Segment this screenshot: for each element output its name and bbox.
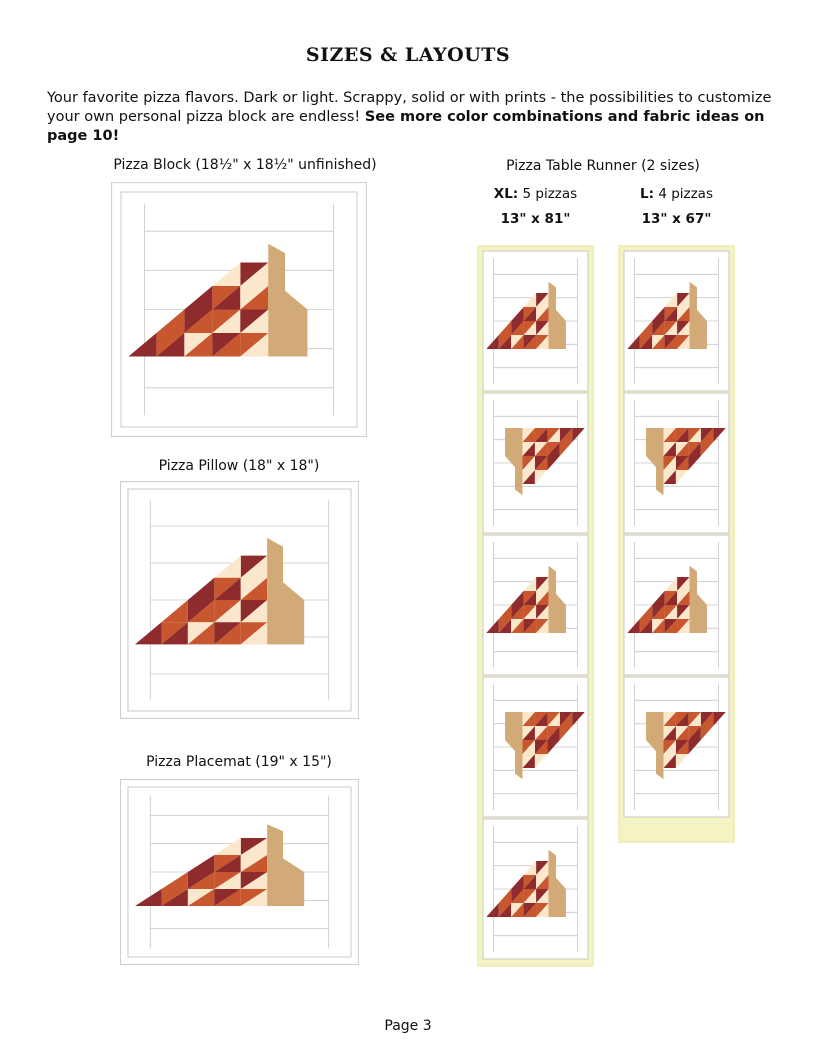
intro-paragraph (47, 89, 772, 146)
pizza-slice (624, 535, 729, 675)
pizza-slice (128, 787, 351, 957)
runner-l-pizzas: 4 pizzas (658, 186, 713, 202)
intro-text: Your favorite pizza flavors. Dark or light. Scrappy, solid or with prints - the possibilities to customize your own personal pizza block are endless! (47, 90, 772, 125)
runner-svg (477, 245, 594, 967)
pizza-slice (624, 393, 729, 533)
pizza-slice (624, 677, 729, 817)
runner-l-diagram (618, 245, 735, 843)
pizza-slice (128, 489, 351, 711)
pizza-slice (483, 819, 588, 959)
runner-l-count (619, 186, 734, 202)
quilt-svg (111, 182, 367, 437)
pizza-block-caption: Pizza Block (18½" x 18½" unfinished) (113, 157, 377, 173)
pizza-slice (483, 251, 588, 391)
runner-xl-count (478, 186, 593, 202)
runner-svg (618, 245, 735, 843)
pizza-slice (483, 393, 588, 533)
runner-l-label: L: (640, 186, 655, 202)
pizza-block-diagram (111, 182, 367, 437)
pizza-slice (121, 192, 357, 427)
pizza-placemat-diagram (120, 779, 359, 965)
pizza-slice (483, 535, 588, 675)
quilt-svg (120, 779, 359, 965)
runner-xl-size: 13" x 81" (500, 211, 571, 227)
table-runner-caption: Pizza Table Runner (2 sizes) (506, 158, 700, 174)
pizza-pillow-diagram (120, 481, 359, 719)
intro-bold-text: See more color combinations and fabric ideas on page 10! (47, 109, 765, 144)
runner-xl-label: XL: (493, 186, 519, 202)
runner-l-size: 13" x 67" (641, 211, 712, 227)
page-title: SIZES & LAYOUTS (305, 44, 511, 66)
pizza-pillow-caption: Pizza Pillow (18" x 18") (158, 458, 320, 474)
runner-xl-pizzas: 5 pizzas (522, 186, 578, 202)
pizza-placemat-caption: Pizza Placemat (19" x 15") (146, 754, 332, 770)
pizza-slice (624, 251, 729, 391)
page-number: Page 3 (384, 1018, 432, 1034)
runner-xl-diagram (477, 245, 594, 967)
quilt-svg (120, 481, 359, 719)
pizza-slice (483, 677, 588, 817)
